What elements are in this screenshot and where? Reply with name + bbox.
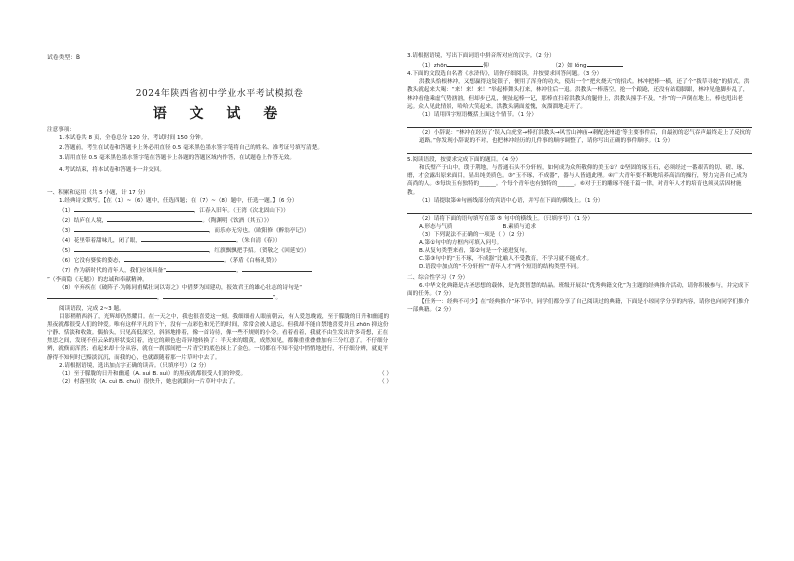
- answer-blank[interactable]: [74, 245, 209, 252]
- right-column: [407, 52, 752, 314]
- q5-3: （3）下列说法不正确的一项是（ ）（2 分）: [419, 231, 528, 238]
- q6-instruction: 6.中华文化典籍是古圣思想的载体，是先贤智慧的结晶。班级开展以“优秀典籍文化”为主题的经典推介活动，请你积极参与，并完成下面的任务。（7 分）: [407, 282, 749, 297]
- q1-line-8b: ， ”。: [47, 292, 392, 302]
- q1-line-3: （3） ，而乐亦无穷也。（欧阳修《醉翁亭记》）: [47, 225, 392, 235]
- q4-passage: 洪教头恰根林冲，又想赢得这锭银子，便用了浑身的功夫，使出一个“把火烧天”的招式。林冲把棒一横，还了个“拨草寻蛇”的招式。洪教头就起来大喝：“来！来！来！”举起棒舞头打来，林冲往后一退。洪教头一棒落空，抢一个踉跄，还没有站稳脚跟，林冲见他脚步乱了，林冲看他乘虚气势汹汹，但却步已乱，便扯起棒一记，那棒直扫着洪教头的腿骨上，洪教头撞手不及，“扑”的一声倒在地上，棒也甩出老远。众人见此情景，哈哈大笑起来。洪教头满面羞愧，灰溜溜地走开了。: [407, 79, 750, 110]
- exam-type-label: 试卷类型：B: [47, 55, 80, 61]
- answer-blank[interactable]: [163, 292, 273, 299]
- answer-line[interactable]: [407, 206, 752, 214]
- answer-line[interactable]: [407, 146, 752, 154]
- exam-subtitle: 语 文 试 卷: [152, 106, 287, 122]
- q5-3-option-d[interactable]: D.语段中加点的“不分轩轾”“青年人才”两个短语的结构类型不同。: [419, 264, 583, 271]
- q1-line-2: （2）结庐在人境， 。（陶渊明《饮酒（其五）》）: [47, 215, 392, 225]
- q5-3-option-a[interactable]: A.第①句中的方框内可填入问号。: [419, 240, 503, 247]
- notice-item-4: 4.考试结束，将本试卷和答题卡一并交回。: [59, 167, 166, 174]
- reading-passage: 目影稍稍西斜了，光辉却仍然耀目。在一天之中，我也很喜爱这一刻。我细细看人眼前朝云，有人爱忽晚霞，至于朦胧的日升和幽遥的黑夜就都很受人们的钟爱。唯有这样平凡的下午，没有一点彩色和光芒的时间，常常会被人遗忘。但我却不能自禁地喜爱并且 zhōn 抑这份宁静、恬淡和收敛。偶抬头，只见高低深空，斜斜地排着，像一首诗待，像一些不规则的小令。看着看着，我就不由生发出许多奇想，正在焦思之间，发现不但云朵的形状变幻着，连它的颜色也奇异地转换了：半天来的缎黄，成然知见，都像重重叠叠加有三分红意了。不仔细分辨，就倏而浑然；看起来却十分从容，就在一刹那间把一片青空的底色抹上了金色。一切都在不知不觉中悄悄地进行，不仔细分辨，就更平静得不知何时已黯淡沉沉，而我的心，也就跟随着那一片草叶中去了。: [47, 313, 390, 361]
- notice-block: [47, 126, 392, 175]
- notice-heading: 注意事项：: [47, 127, 75, 133]
- answer-blank[interactable]: [141, 235, 236, 242]
- q4-instruction: 4.下面的文段选自名著《水浒传》，请你仔细阅读，并按要求回答问题。（3 分）: [407, 71, 603, 78]
- section-2-heading: 二、综合性学习（7 分）: [407, 274, 469, 281]
- q5-2: （2）请将下面的语句填写在第 ⑤ 句中的横线上。（只填序号）（1 分）: [419, 215, 594, 222]
- answer-blank[interactable]: [447, 60, 483, 67]
- q1-line-1: （1） ，江春入旧年。（王湾《次北固山下》）: [47, 205, 392, 215]
- q4-2: （2）小辞说：“林冲在经历了‘误入白虎堂→棒打洪教头→风雪山神庙→刺配沧州道’等主要事件后，自最初的忍气吞声最终走上了反抗的道路。”你发现小辞说的不对，也把林冲经历的几件事的顺序调整了，请你写出正确的事件顺序。（1 分）: [419, 129, 751, 144]
- q5-2-options: A.形态与气质 B.素质与追求: [419, 223, 537, 230]
- q2-1-answer[interactable]: （ ）: [379, 370, 392, 377]
- answer-blank[interactable]: [74, 205, 194, 212]
- notice-item-3: 3.请用直径 0.5 毫米黑色墨水签字笔在答题卡上各题的答题区域内作答，在试题卷上作答无效。: [59, 155, 295, 162]
- answer-blank[interactable]: [124, 255, 224, 262]
- q1-line-7b: ”（李商隐《无题》）的忠诚和奉献精神。: [47, 276, 148, 283]
- answer-blank[interactable]: [166, 265, 236, 272]
- answer-blank[interactable]: [587, 60, 623, 67]
- q2-instruction: 2.请根据语境，选出加点字正确的读音。（只填序号）（2 分）: [59, 362, 210, 369]
- reading-intro: 阅读语段，完成 2~3 题。: [59, 305, 125, 312]
- q3-instruction: 3.请根据语境，写出下面词语中拼音所对应的汉字。（2 分）: [407, 53, 555, 59]
- answer-blank[interactable]: [74, 225, 209, 232]
- section-1: [47, 189, 392, 386]
- q4-1: （1）请用四字短语概括上面这个情节。（1 分）: [419, 111, 537, 118]
- q5-3-option-b[interactable]: B.从复句类型来看，第②句是一个递进复句。: [419, 248, 531, 255]
- q1-line-8: （8）辛弃疾在《破阵子·为陈同甫赋壮词以寄之》中借梦为国建功，报效君王的雄心壮志的诗句是“: [59, 284, 303, 291]
- answer-blank[interactable]: [242, 265, 312, 272]
- q1-instruction: 1.经典诗文默写。【在（1）~（6）题中，任选四题；在（7）~（8）题中，任选一题。】（6 分）: [59, 197, 298, 204]
- q1-line-7: （7）作为新时代的青年人，我们应该具备“ ，: [47, 265, 392, 275]
- q1-line-5: （5） ，红旗飘飘把手招。（贺敬之《回延安》）: [47, 245, 392, 255]
- q2-2-answer[interactable]: （ ）: [379, 378, 392, 385]
- q6-task-1: 【任务一：经典不可少】在“经典推介”环节中，同学们都分享了自己阅读过的典籍，下面是小琼同学分享的内容，请你也向同学们推介一部典籍。（2 分）: [407, 298, 750, 313]
- answer-blank[interactable]: [107, 215, 202, 222]
- notice-item-1: 1.本试卷共 8 页，全卷总分 120 分，考试时间 150 分钟。: [59, 135, 207, 142]
- exam-title: 2024年陕西省初中学业水平考试模拟卷: [135, 89, 304, 99]
- answer-blank[interactable]: [47, 292, 157, 299]
- answer-line[interactable]: [407, 120, 752, 128]
- section-1-heading: 一、积累和运用（共 5 小题，计 17 分）: [47, 189, 149, 196]
- q1-line-4: （4）花里带着甜味儿，闭了眼， 。（朱自清《春》）: [47, 235, 392, 245]
- q2-item-1: （1）至于朦胧的日升和幽遥（A. suì B. suì）的黑夜就都很受人们的钟爱。 （ ）: [59, 370, 392, 377]
- q5-instruction: 5.阅读语段，按要求完成下面的题目。（4 分）: [407, 157, 522, 164]
- q1-line-6: （6）它没有婆娑的姿态， 。（茅盾《白杨礼赞》）: [47, 255, 392, 265]
- q3-items: （1）zhōn 仰 （2）如 lǒng: [407, 60, 752, 70]
- left-column: [47, 126, 392, 386]
- notice-item-2: 2.答题前，考生在试卷和答题卡上务必用直径 0.5 毫米黑色墨水签字笔将自己的姓名、准考证号填写清楚。: [59, 145, 323, 152]
- q2-item-2: （2）村落里坎（A. cuì B. chuì）很快升，她也就跟向一片草叶中去了。 （ ）: [59, 378, 392, 385]
- q5-passage: 和氏璧产于山中，璞于荆地，与普通石头不分轩轾，如何成为众所敬仰的美玉①？②坚固的琢玉石，必须经过一番艰苦的切、磋、琢、磨，才会露出原来面目，显出纯美质色。③“玉不琢，不成器”，器与人皆通此理。④广大青年要不断地培养高洁的操行，努力完善自己成为高尚的人。⑤每块玉有独特的______。个每个青年也有独特的______。⑥对于王的雕琢不能千篇一律，对青年人才的培育也须灵活因材施教。: [407, 165, 748, 196]
- q5-1: （1）请提取第④句画线部分的宾语中心语，并写在下面的横线上。（1 分）: [419, 197, 604, 204]
- q5-3-option-c[interactable]: C.第③句中的“玉不琢，不成器”比喻人不受教育，不学习就不能成才。: [419, 256, 593, 263]
